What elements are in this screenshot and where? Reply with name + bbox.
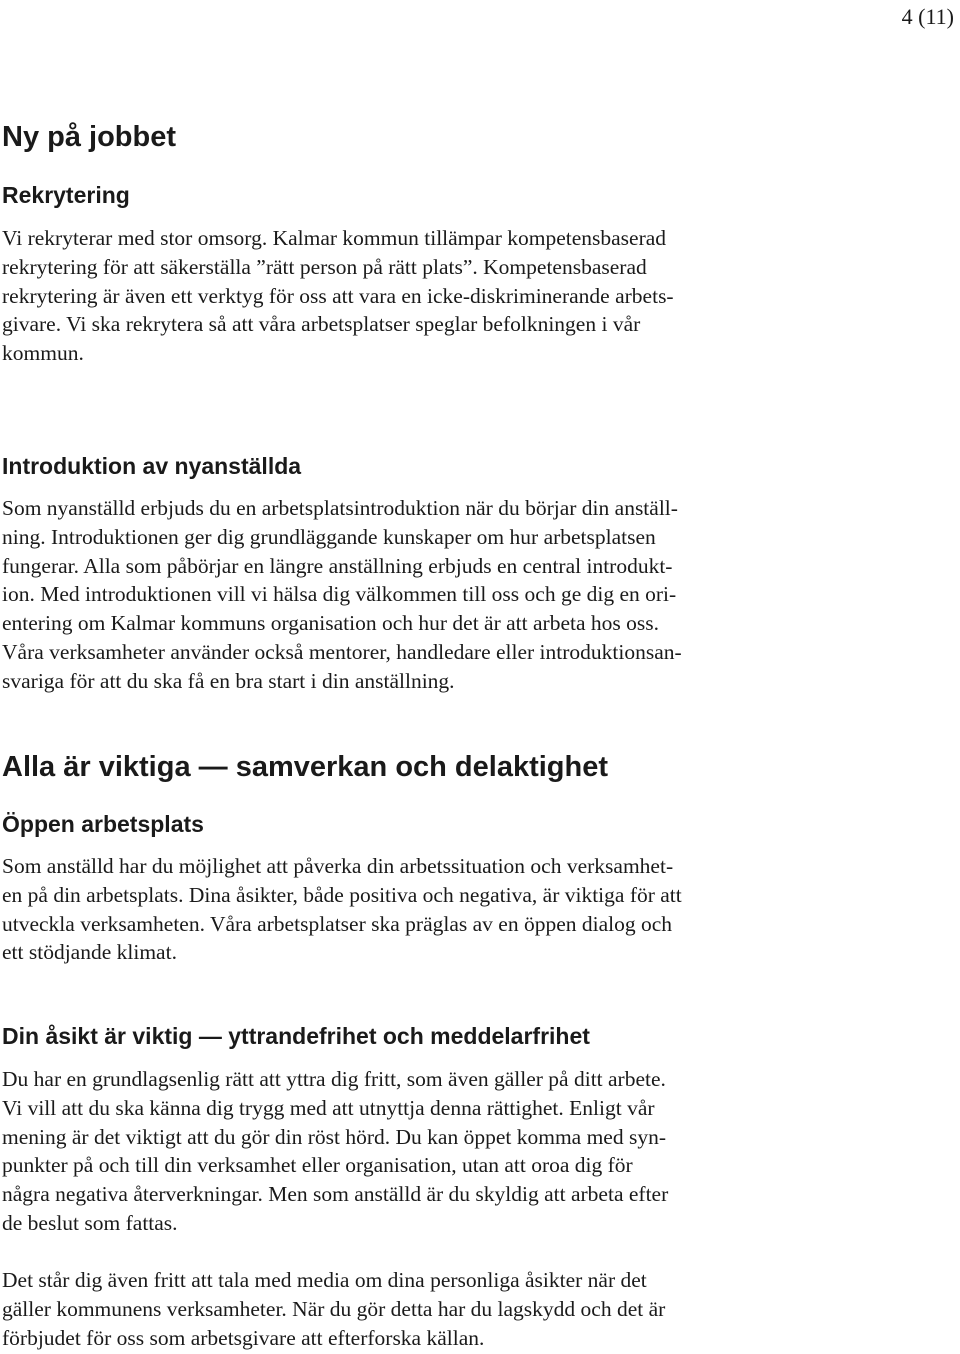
text-line: Som anställd har du möjlighet att påverka din arbetssituation och verksamhet- xyxy=(2,854,674,878)
paragraph-din-asikt-2 xyxy=(2,1266,957,1352)
text-line: Vi rekryterar med stor omsorg. Kalmar kommun tillämpar kompetensbaserad xyxy=(2,226,667,250)
heading-oppen-arbetsplats: Öppen arbetsplats xyxy=(2,811,204,837)
heading-introduktion: Introduktion av nyanställda xyxy=(2,453,302,479)
text-line: Som nyanställd erbjuds du en arbetsplatsintroduktion när du börjar din anställ- xyxy=(2,496,678,520)
text-line: Våra verksamheter använder också mentorer, handledare eller introduktionsan- xyxy=(2,639,682,664)
paragraph-rekrytering xyxy=(2,224,957,368)
page-number: 4 (11) xyxy=(901,4,954,29)
text-line: fungerar. Alla som påbörjar en längre anställning erbjuds en central introdukt- xyxy=(2,553,673,578)
text-line: en på din arbetsplats. Dina åsikter, både positiva och negativa, är viktiga för att xyxy=(2,882,682,907)
text-line: Det står dig även fritt att tala med media om dina personliga åsikter när det xyxy=(2,1268,647,1292)
text-line: gäller kommunens verksamheter. När du gör detta har du lagskydd och det är xyxy=(2,1296,666,1321)
paragraph-introduktion xyxy=(2,494,957,696)
text-line: utveckla verksamheten. Våra arbetsplatser ska präglas av en öppen dialog och xyxy=(2,911,673,936)
page-title: Ny på jobbet xyxy=(2,121,177,153)
heading-rekrytering: Rekrytering xyxy=(2,182,130,208)
section-title-alla-ar-viktiga: Alla är viktiga — samverkan och delaktighet xyxy=(2,751,609,783)
text-line: rekrytering för att säkerställa ”rätt person på rätt plats”. Kompetensbaserad xyxy=(2,254,647,279)
text-line: ett stödjande klimat. xyxy=(2,940,177,965)
text-line: Du har en grundlagsenlig rätt att yttra dig fritt, som även gäller på ditt arbete. xyxy=(2,1067,666,1091)
text-line: ion. Med introduktionen vill vi hälsa dig välkommen till oss och ge dig en ori- xyxy=(2,582,677,607)
text-line: ning. Introduktionen ger dig grundläggande kunskaper om hur arbetsplatsen xyxy=(2,524,656,549)
text-line: givare. Vi ska rekrytera så att våra arbetsplatser speglar befolkningen i vår xyxy=(2,312,641,337)
text-line: svariga för att du ska få en bra start i din anställning. xyxy=(2,668,455,693)
text-line: de beslut som fattas. xyxy=(2,1210,178,1235)
paragraph-oppen-arbetsplats xyxy=(2,852,957,967)
text-line: mening är det viktigt att du gör din röst hörd. Du kan öppet komma med syn- xyxy=(2,1124,667,1149)
paragraph-din-asikt-1 xyxy=(2,1065,957,1238)
text-line: förbjudet för oss som arbetsgivare att efterforska källan. xyxy=(2,1325,485,1350)
heading-din-asikt: Din åsikt är viktig — yttrandefrihet och meddelarfrihet xyxy=(2,1023,590,1049)
text-line: Vi vill att du ska känna dig trygg med att utnyttja denna rättighet. Enligt vår xyxy=(2,1095,655,1120)
text-line: punkter på och till din verksamhet eller organisation, utan att oroa dig för xyxy=(2,1153,633,1178)
text-line: några negativa återverkningar. Men som anställd är du skyldig att arbeta efter xyxy=(2,1182,669,1207)
text-line: kommun. xyxy=(2,341,84,366)
text-line: entering om Kalmar kommuns organisation och hur det är att arbeta hos oss. xyxy=(2,611,659,636)
text-line: rekrytering är även ett verktyg för oss att vara en icke-diskriminerande arbets- xyxy=(2,283,674,308)
